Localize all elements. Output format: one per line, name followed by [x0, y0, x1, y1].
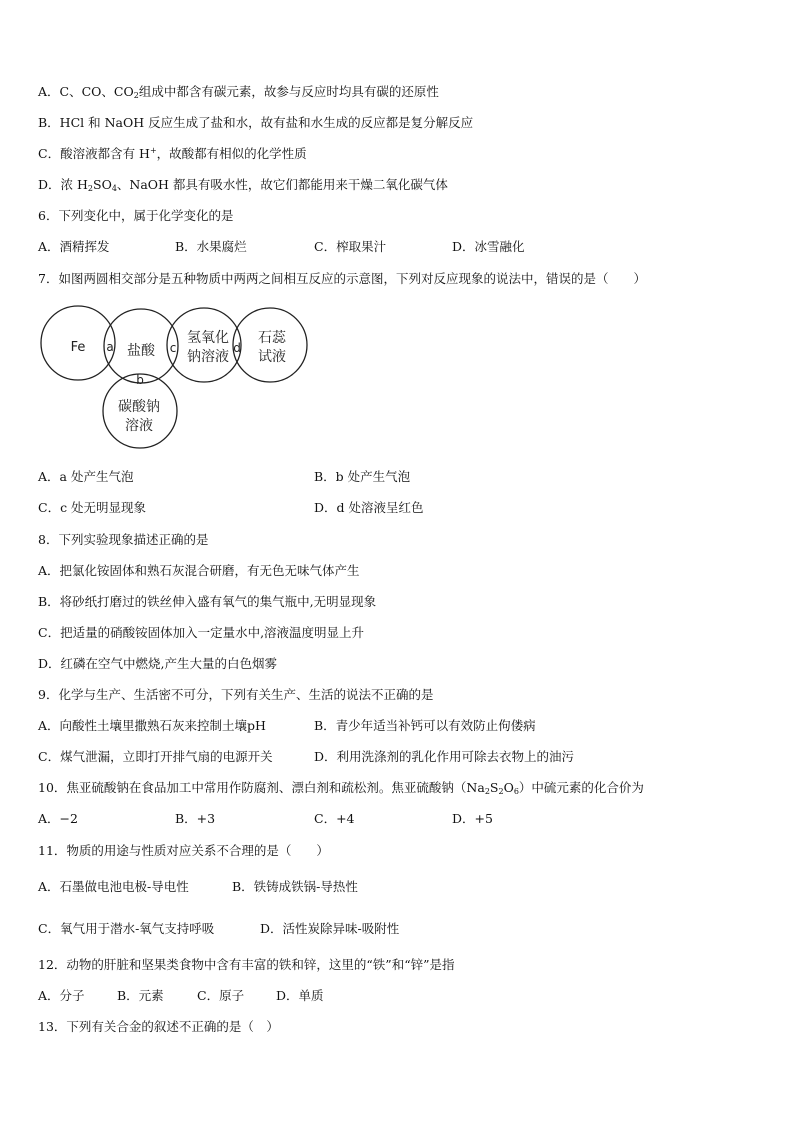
- label-litmus-line2: 试液: [258, 349, 286, 365]
- label-naoh-line1: 氢氧化: [187, 330, 229, 346]
- q9-stem: 9．化学与生产、生活密不可分，下列有关生产、生活的说法不正确的是: [38, 687, 434, 702]
- q12-option-c: C．原子: [197, 988, 245, 1003]
- label-na2co3-line2: 溶液: [125, 418, 153, 434]
- label-c: c: [169, 341, 177, 355]
- q6-option-a: A．酒精挥发: [38, 239, 110, 254]
- label-na2co3-line1: 碳酸钠: [118, 399, 160, 415]
- venn-svg: [36, 300, 316, 458]
- q10-stem-text-3: O: [503, 780, 514, 795]
- q8-option-c: C．把适量的硝酸铵固体加入一定量水中,溶液温度明显上升: [38, 625, 365, 640]
- q11-option-d: D．活性炭除异味-吸附性: [260, 921, 400, 936]
- label-d: d: [233, 341, 241, 355]
- label-litmus-line1: 石蕊: [258, 330, 286, 346]
- q11-option-b: B．铁铸成铁锅-导热性: [232, 879, 358, 894]
- q5-d-text-1: D．浓 H: [38, 177, 88, 192]
- q12-option-d: D．单质: [276, 988, 324, 1003]
- q12-option-a: A．分子: [38, 988, 85, 1003]
- label-naoh-line2: 钠溶液: [187, 349, 229, 365]
- q5-d-sub-2: 4: [111, 184, 117, 193]
- q8-option-d: D．红磷在空气中燃烧,产生大量的白色烟雾: [38, 656, 277, 671]
- q5-c-sup: +: [149, 146, 157, 155]
- q5-a-text-2: 组成中都含有碳元素，故参与反应时均具有碳的还原性: [138, 84, 439, 99]
- q5-c-text-2: ，故酸都有相似的化学性质: [156, 146, 307, 161]
- q5-option-a: [38, 84, 439, 100]
- q13-stem: 13．下列有关合金的叙述不正确的是（ ）: [38, 1019, 279, 1034]
- q5-a-text-1: A．C、CO、CO: [38, 84, 134, 99]
- q9-option-c: C．煤气泄漏，立即打开排气扇的电源开关: [38, 749, 273, 764]
- q5-c-text-1: C．酸溶液都含有 H: [38, 146, 150, 161]
- q10-stem-text-2: S: [489, 780, 499, 795]
- q7-option-a: A．a 处产生气泡: [38, 469, 134, 484]
- q11-option-c: C．氧气用于潜水-氧气支持呼吸: [38, 921, 215, 936]
- q7-option-d: D．d 处溶液呈红色: [314, 500, 424, 515]
- q12-option-b: B．元素: [117, 988, 164, 1003]
- q10-stem-text-4: ）中硫元素的化合价为: [518, 780, 644, 795]
- label-hcl: 盐酸: [127, 343, 155, 359]
- q9-option-a: A．向酸性土壤里撒熟石灰来控制土壤pH: [38, 718, 266, 733]
- q10-stem-text-1: 10．焦亚硫酸钠在食品加工中常用作防腐剂、漂白剂和疏松剂。焦亚硫酸钠（Na: [38, 780, 485, 795]
- q7-option-c: C．c 处无明显现象: [38, 500, 147, 515]
- q5-option-d: [38, 177, 448, 193]
- label-a: a: [106, 340, 114, 354]
- q5-d-text-3: 、NaOH 都具有吸水性，故它们都能用来干燥二氧化碳气体: [116, 177, 448, 192]
- q10-option-d: D．+5: [452, 811, 493, 826]
- q9-option-d: D．利用洗涤剂的乳化作用可除去衣物上的油污: [314, 749, 575, 764]
- q10-option-a: A．−2: [38, 811, 78, 826]
- label-fe: Fe: [70, 340, 86, 355]
- q6-option-c: C．榨取果汁: [314, 239, 387, 254]
- q10-sub-1: 2: [484, 787, 490, 796]
- q11-stem: 11．物质的用途与性质对应关系不合理的是（ ）: [38, 843, 329, 858]
- q8-option-a: A．把氯化铵固体和熟石灰混合研磨，有无色无味气体产生: [38, 563, 360, 578]
- q5-option-c: [38, 146, 307, 162]
- q7-option-b: B．b 处产生气泡: [314, 469, 411, 484]
- q5-option-b: B．HCl 和 NaOH 反应生成了盐和水，故有盐和水生成的反应都是复分解反应: [38, 115, 474, 130]
- q5-d-sub-1: 2: [87, 184, 93, 193]
- q8-option-b: B．将砂纸打磨过的铁丝伸入盛有氧气的集气瓶中,无明显现象: [38, 594, 377, 609]
- q10-option-b: B．+3: [175, 811, 216, 826]
- q6-option-d: D．冰雪融化: [452, 239, 525, 254]
- q6-option-b: B．水果腐烂: [175, 239, 247, 254]
- q8-stem: 8．下列实验现象描述正确的是: [38, 532, 209, 547]
- q12-stem: 12．动物的肝脏和坚果类食物中含有丰富的铁和锌，这里的“铁”和“锌”是指: [38, 957, 455, 972]
- q5-a-sub: 2: [133, 91, 139, 100]
- q11-option-a: A．石墨做电池电极-导电性: [38, 879, 189, 894]
- q10-sub-2: 2: [498, 787, 504, 796]
- q7-stem: 7．如图两圆相交部分是五种物质中两两之间相互反应的示意图，下列对反应现象的说法中，错误的是（ ）: [38, 271, 646, 286]
- q10-sub-3: 6: [513, 787, 519, 796]
- q9-option-b: B．青少年适当补钙可以有效防止佝偻病: [314, 718, 536, 733]
- q5-d-text-2: SO: [93, 177, 112, 192]
- q10-stem: [38, 780, 644, 796]
- venn-reaction-diagram: [36, 300, 316, 458]
- q10-option-c: C．+4: [314, 811, 355, 826]
- label-b: b: [136, 373, 144, 387]
- q6-stem: 6．下列变化中，属于化学变化的是: [38, 208, 234, 223]
